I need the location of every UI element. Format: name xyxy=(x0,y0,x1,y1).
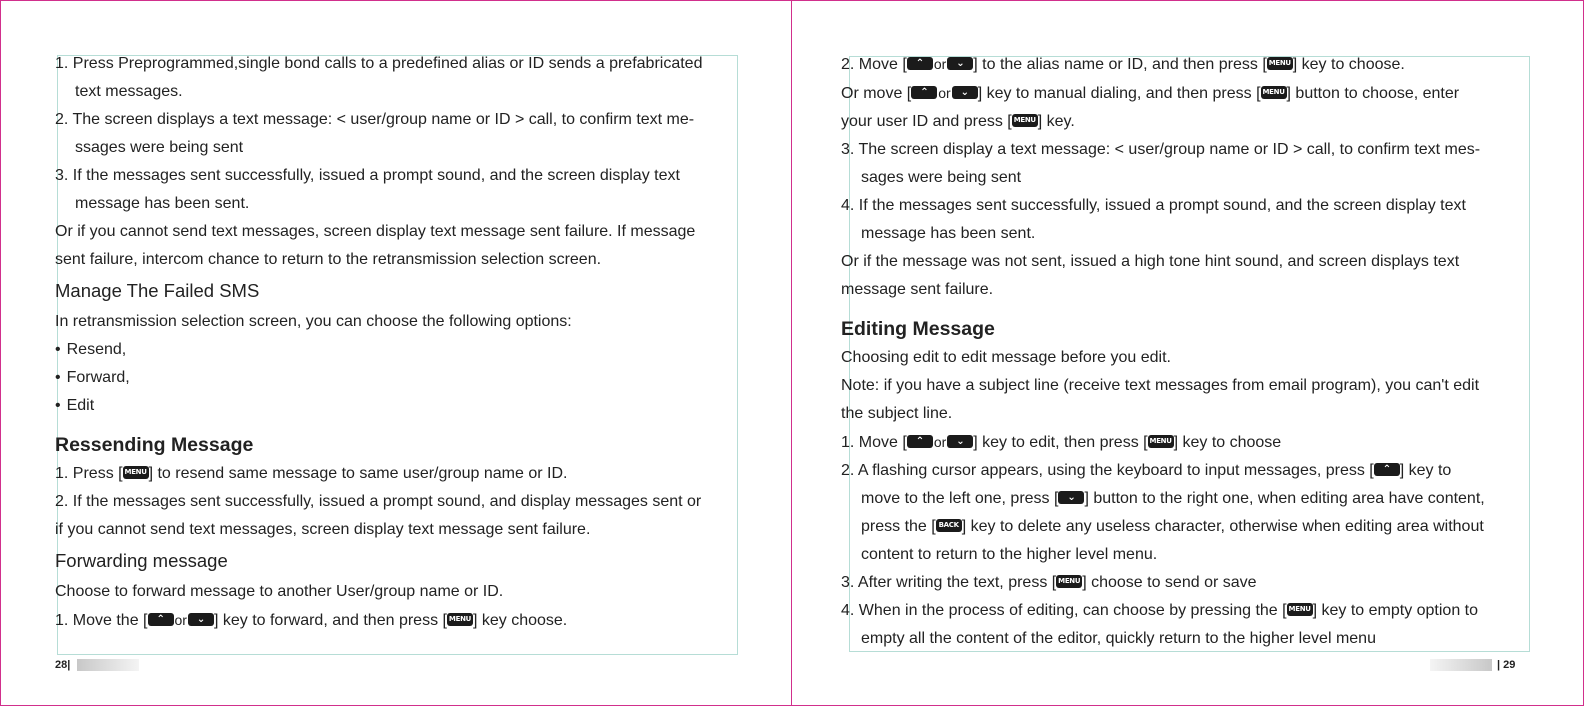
page-29 xyxy=(792,0,1582,706)
text-segment: 1. Press [ xyxy=(55,465,123,482)
text-segment: ] key to choose. xyxy=(1292,56,1405,73)
text-segment: ] key to manual dialing, and then press [ xyxy=(977,85,1261,102)
paragraph-line xyxy=(841,569,1541,597)
text-segment: ] key to xyxy=(1399,462,1452,479)
paragraph-line: if you cannot send text messages, screen display text message sent failure. xyxy=(55,521,591,538)
text-segment: Or move [ xyxy=(841,85,912,102)
page-content xyxy=(55,50,755,635)
text-segment: ] key. xyxy=(1037,113,1075,130)
text-segment: or xyxy=(174,612,187,628)
text-segment: ] button to choose, enter xyxy=(1286,85,1460,102)
down-key-icon: ⌄ xyxy=(947,57,973,70)
paragraph-line xyxy=(55,460,755,488)
up-key-icon: ⌃ xyxy=(907,435,933,448)
text-segment: ] to resend same message to same user/group name or ID. xyxy=(148,465,568,482)
menu-key-icon: MENU xyxy=(1287,603,1313,616)
paragraph-line: 3. If the messages sent successfully, issued a prompt sound, and the screen display text xyxy=(55,167,680,184)
paragraph-line: 2. The screen displays a text message: < user/group name or ID > call, to confirm text me- xyxy=(55,111,695,128)
paragraph-line: Or if you cannot send text messages, screen display text message sent failure. If message xyxy=(55,223,696,240)
option-item-forward: • Forward, xyxy=(55,364,755,392)
paragraph-line xyxy=(841,513,1541,541)
paragraph-line: In retransmission selection screen, you can choose the following options: xyxy=(55,313,572,330)
section-heading-editing: Editing Message xyxy=(841,318,995,340)
down-key-icon: ⌄ xyxy=(1058,491,1084,504)
paragraph-line: message has been sent. xyxy=(861,225,1036,242)
text-segment: ] key to edit, then press [ xyxy=(973,434,1148,451)
paragraph-line: the subject line. xyxy=(841,405,953,422)
page-content xyxy=(841,50,1541,653)
up-key-icon: ⌃ xyxy=(907,57,933,70)
text-segment: 2. A flashing cursor appears, using the keyboard to input messages, press [ xyxy=(841,462,1374,479)
paragraph-line xyxy=(841,50,1541,79)
menu-key-icon: MENU xyxy=(123,466,149,479)
menu-key-icon: MENU xyxy=(1012,114,1038,127)
text-segment: ] key to forward, and then press [ xyxy=(213,612,447,629)
section-heading-forwarding: Forwarding message xyxy=(55,550,228,571)
menu-key-icon: MENU xyxy=(1267,57,1293,70)
paragraph-line: Choose to forward message to another User/group name or ID. xyxy=(55,583,504,600)
text-segment: 3. After writing the text, press [ xyxy=(841,574,1057,591)
menu-key-icon: MENU xyxy=(1261,86,1287,99)
text-segment: or xyxy=(938,85,951,101)
paragraph-line: empty all the content of the editor, quickly return to the higher level menu xyxy=(861,630,1376,647)
up-key-icon: ⌃ xyxy=(911,86,937,99)
option-item-edit: • Edit xyxy=(55,392,755,420)
text-segment: 1. Move [ xyxy=(841,434,907,451)
section-heading-resending: Ressending Message xyxy=(55,434,254,456)
down-key-icon: ⌄ xyxy=(947,435,973,448)
section-heading-failed-sms: Manage The Failed SMS xyxy=(55,280,260,301)
text-segment: press the [ xyxy=(861,518,936,535)
text-segment: ] to the alias name or ID, and then press [ xyxy=(973,56,1267,73)
paragraph-line: sent failure, intercom chance to return to the retransmission selection screen. xyxy=(55,251,602,268)
text-segment: ] button to the right one, when editing area have content, xyxy=(1084,490,1485,507)
page-28 xyxy=(0,0,790,706)
text-segment: ] key to choose xyxy=(1173,434,1282,451)
footer-bar xyxy=(77,659,139,671)
text-segment: 1. Move the [ xyxy=(55,612,148,629)
text-segment: 4. When in the process of editing, can choose by pressing the [ xyxy=(841,602,1287,619)
up-key-icon: ⌃ xyxy=(148,613,174,626)
paragraph-line: 1. Press Preprogrammed,single bond calls to a predefined alias or ID sends a prefabricated xyxy=(55,55,703,72)
paragraph-line: 2. If the messages sent successfully, issued a prompt sound, and display messages sent or xyxy=(55,493,702,510)
footer-bar xyxy=(1430,659,1492,671)
text-segment: 2. Move [ xyxy=(841,56,907,73)
paragraph-line: message sent failure. xyxy=(841,281,994,298)
paragraph-line: sages were being sent xyxy=(861,169,1022,186)
page-number: 28| xyxy=(55,659,71,671)
back-key-icon: BACK xyxy=(936,519,962,532)
down-key-icon: ⌄ xyxy=(952,86,978,99)
page-number: | 29 xyxy=(1497,659,1516,671)
menu-key-icon: MENU xyxy=(1056,575,1082,588)
text-segment: or xyxy=(933,56,947,72)
paragraph-line: Choosing edit to edit message before you edit. xyxy=(841,349,1171,366)
option-item-resend: • Resend, xyxy=(55,336,755,364)
text-segment: move to the left one, press [ xyxy=(861,490,1059,507)
text-segment: ] choose to send or save xyxy=(1082,574,1257,591)
paragraph-line xyxy=(841,428,1541,457)
paragraph-line: Note: if you have a subject line (receive text messages from email program), you can't edit xyxy=(841,377,1480,394)
paragraph-line: 3. The screen display a text message: < user/group name or ID > call, to confirm text mes- xyxy=(841,141,1481,158)
text-segment: ] key choose. xyxy=(472,612,568,629)
paragraph-line: text messages. xyxy=(75,83,183,100)
paragraph-line: 4. If the messages sent successfully, issued a prompt sound, and the screen display text xyxy=(841,197,1466,214)
paragraph-line xyxy=(841,79,1541,108)
paragraph-line xyxy=(841,457,1541,485)
paragraph-line: content to return to the higher level menu. xyxy=(861,546,1158,563)
down-key-icon: ⌄ xyxy=(188,613,214,626)
text-segment: or xyxy=(933,434,947,450)
up-key-icon: ⌃ xyxy=(1374,463,1400,476)
paragraph-line: Or if the message was not sent, issued a high tone hint sound, and screen displays text xyxy=(841,253,1460,270)
text-segment: ] key to delete any useless character, otherwise when editing area without xyxy=(961,518,1484,535)
paragraph-line xyxy=(55,606,755,635)
menu-key-icon: MENU xyxy=(447,613,473,626)
paragraph-line: message has been sent. xyxy=(75,195,250,212)
paragraph-line xyxy=(841,108,1541,136)
text-segment: ] key to empty option to xyxy=(1312,602,1479,619)
paragraph-line xyxy=(841,597,1541,625)
text-segment: your user ID and press [ xyxy=(841,113,1012,130)
menu-key-icon: MENU xyxy=(1148,435,1174,448)
paragraph-line: ssages were being sent xyxy=(75,139,244,156)
paragraph-line xyxy=(841,485,1541,513)
